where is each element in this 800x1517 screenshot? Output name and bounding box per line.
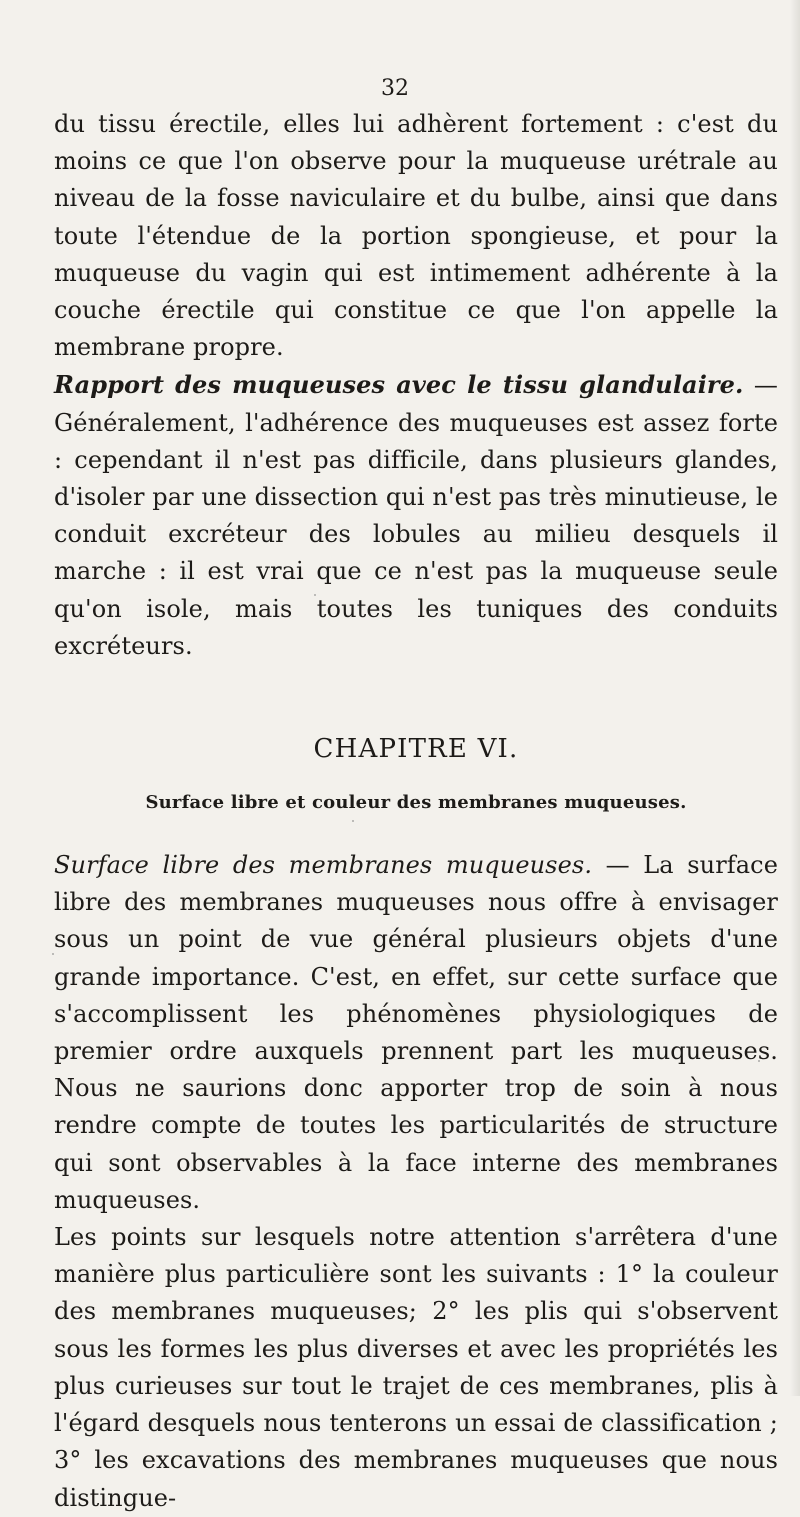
section-paragraph (54, 847, 778, 1219)
section-title: Surface libre des membranes muqueuses. (54, 851, 593, 880)
section-paragraph (54, 366, 778, 665)
paragraph: du tissu érectile, elles lui adhèrent fortement : c'est du moins ce que l'on observe pour la muqueuse urétrale au niveau de la fosse naviculaire et du bulbe, ainsi que dans toute l'étendue de la portion spongieuse, et pour la muqueuse du vagin qui est intimement adhérente à la couche érectile qui constitue ce que l'on appelle la membrane propre. (54, 110, 778, 362)
section-body: — La surface libre des membranes muqueuses nous offre à envisager sous un point de vue général plusieurs objets d'une grande importance. C'est, en effet, sur cette surface que s'accomplissent les phénomènes physiologiques de premier ordre auxquels prennent part les muqueuses. Nous ne saurions donc apporter trop de soin à nous rendre compte de toutes les particularités de structure qui sont observables à la face interne des membranes muqueuses. (54, 851, 778, 1214)
chapter-title: CHAPITRE VI. (313, 734, 519, 765)
paper-speck (52, 953, 54, 955)
paragraph: Les points sur lesquels notre attention s'arrêtera d'une manière plus particulière sont les suivants : 1° la couleur des membranes muqueuses; 2° les plis qui s'observent sous les formes les plus diverses et avec les propriétés les plus curieuses sur tout le trajet de ces membranes, plis à l'égard desquels nous tenterons un essai de classification ; 3° les excavations des membranes muqueuses que nous distingue- (54, 1223, 778, 1512)
paper-speck (758, 1060, 760, 1062)
page-number: 32 (381, 76, 409, 101)
section-body: — Généralement, l'adhérence des muqueuses est assez forte : cependant il n'est pas difficile, dans plusieurs glandes, d'isoler par une dissection qui n'est pas très minutieuse, le conduit excréteur des lobules au milieu desquels il marche : il est vrai que ce n'est pas la muqueuse seule qu'on isole, mais toutes les tuniques des conduits excréteurs. (54, 371, 779, 660)
page-edge-shadow (790, 0, 800, 1396)
section-title: Rapport des muqueuses avec le tissu glandulaire. (54, 370, 744, 400)
paper-speck (352, 820, 354, 822)
paper-speck (314, 594, 316, 596)
spacer (54, 812, 778, 847)
page-content (54, 106, 778, 1517)
chapter-subtitle: Surface libre et couleur des membranes muqueuses. (145, 792, 687, 814)
